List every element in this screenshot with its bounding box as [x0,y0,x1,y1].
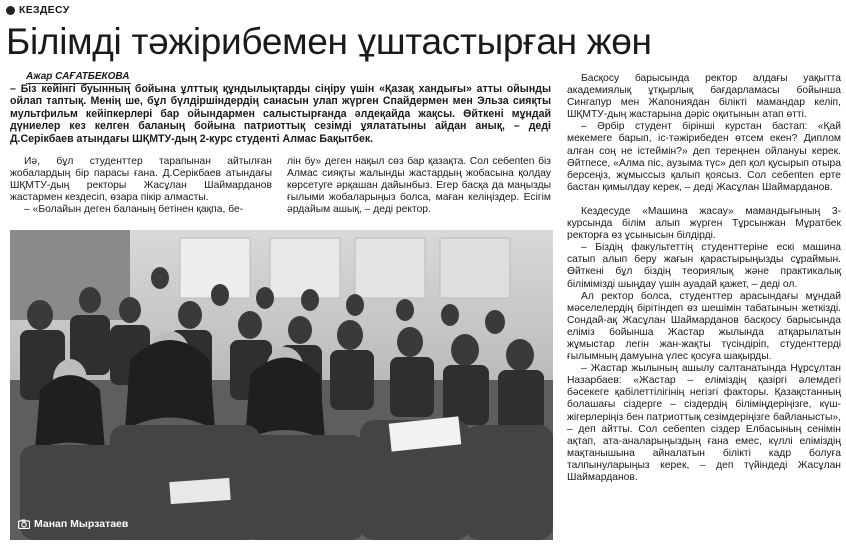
bullet-icon [6,6,15,15]
paragraph: – «Болайын деген баланың бетінен қақпа, бе- [24,204,244,216]
paragraph: – Әрбір студент бірінші курстан бастап: «Қай мекемеге барып, іс-тәжірибеден өтсем екен? Диплом алған соң не істеймін?» деп тереңнен ойлануы керек. Әйтпесе, «Алма піс, аузыма түс» деп қол қусырып отыра берсеңіз, жұмыссыз қалып қоясыз. Сол себепten ерте бастан қимылдау керек, – деді Жасұлан Шаймарданов. [567,121,841,193]
section-header [6,4,70,16]
paragraph: Иә, бұл студенттер тарапынан айтылған жобалардың бір парасы ғана. Д.Серікбаев атындағы ШҚМТУ-дың ректоры Жасұлан Шаймарданов жастармен кездесіп, өзара пікір алмасты. [10,156,272,204]
text-column-1 [10,156,272,216]
lead-paragraph: – Біз кейінгі буынның бойына ұлттық құндылықтарды сіңіру үшін «Қазақ хандығы» атты ойынды ойлап таптық. Менің ше, бұл бүлдіршіндердің санасын улап жүрген Спайдермен мен Эльза сияқты мультфильм кейіпкерлері бар ойындармен салыстырғанда әлдеқайда жақсы. Өйткені мұндай дүниелер кез келген баланың бойына патриоттық сезімді ұялататыны айдан анық, – деді Д.Серікбаев атындағы ШҚМТУ-дың 2-курс студенті Алмас Бақытбек. [10,83,551,145]
photo-credit-name: Манап Мырзатаев [34,518,129,530]
paragraph: – Біздің факультеттің студенттеріне ескі машина сатып алып беру жағын қарастырыңызды сұраймын. Өйткені бұл біздің теориялық және практикалық біліміміздi шыңдау үшін ауадай қажет, – деді ол. [567,242,841,290]
camera-icon [18,519,30,529]
text-column-2 [287,156,551,216]
text-column-3 [567,73,841,484]
audience-photo-illustration [10,230,553,540]
paragraph: Кездесуде «Машина жасау» мамандығының 3-курсында білім алып жүрген Тұрсынжан Мұратбек ректорға өз ұсынысын білдірді. [567,205,841,242]
paragraph: лін бу» деген нақыл сөз бар қазақта. Сол себепten біз Алмас сияқты жалынды жастардың жобасына қолдау көрсетуге әрқашан дайынбыз. Егер басқа да маңызды ғылыми жобаларыңыз болса, маған келіңіздер. Есігім әрдайым ашық, – деді ректор. [287,156,551,216]
article-headline: Білімді тәжірибемен ұштастырған жөн [6,21,652,62]
paragraph: Ал ректор болса, студенттер арасындағы мұндай мәселелердің бірітіндеп өз шешімін табатынын жеткізді. Сондай-ақ Жасұлан Шаймарданов басқосу барысында еліміз бойынша Жастар жылында атқарылатын жұмыстар легін жан-жақты түсіндіріп, студенттерді ғылымның дамуына үлес қосуға шақырды. [567,290,841,363]
paragraph: Басқосу барысында ректор алдағы уақытта академиялық ұтқырлық бағдарламасы бойынша Сингапур мен Жапониядан білікті мамандар келіп, ШҚМТУ-дың жастарына дәріс оқитынын атап өтті. [567,73,841,121]
article-photo [10,230,553,540]
photo-credit [18,518,128,530]
author-name: Ажар САҒАТБЕКОВА [26,71,130,82]
paragraph: – Жастар жылының ашылу салтанатында Нұрсұлтан Назарбаев: «Жастар – еліміздің қазіргі әлемдегі бәсекеге қабілеттілігінің негізгі факторы. Қазақстанның болашағы сіздерге – сіздердің біліміңдерiңізге, күш-жігерлеріңіз бен патриоттық сезімдеріңізге байланысты», – деп айтты. Сол себепten сіздер Елбасының сенімін ақтап, ата-аналарыңыздың ғана емес, күллі еліміздің мақтанышына айналатын білікті кадр болуға талпынуларыңыз керек, – деп түйіндеді Жасұлан Шаймарданов. [567,363,841,483]
section-label: КЕЗДЕСУ [19,4,70,16]
